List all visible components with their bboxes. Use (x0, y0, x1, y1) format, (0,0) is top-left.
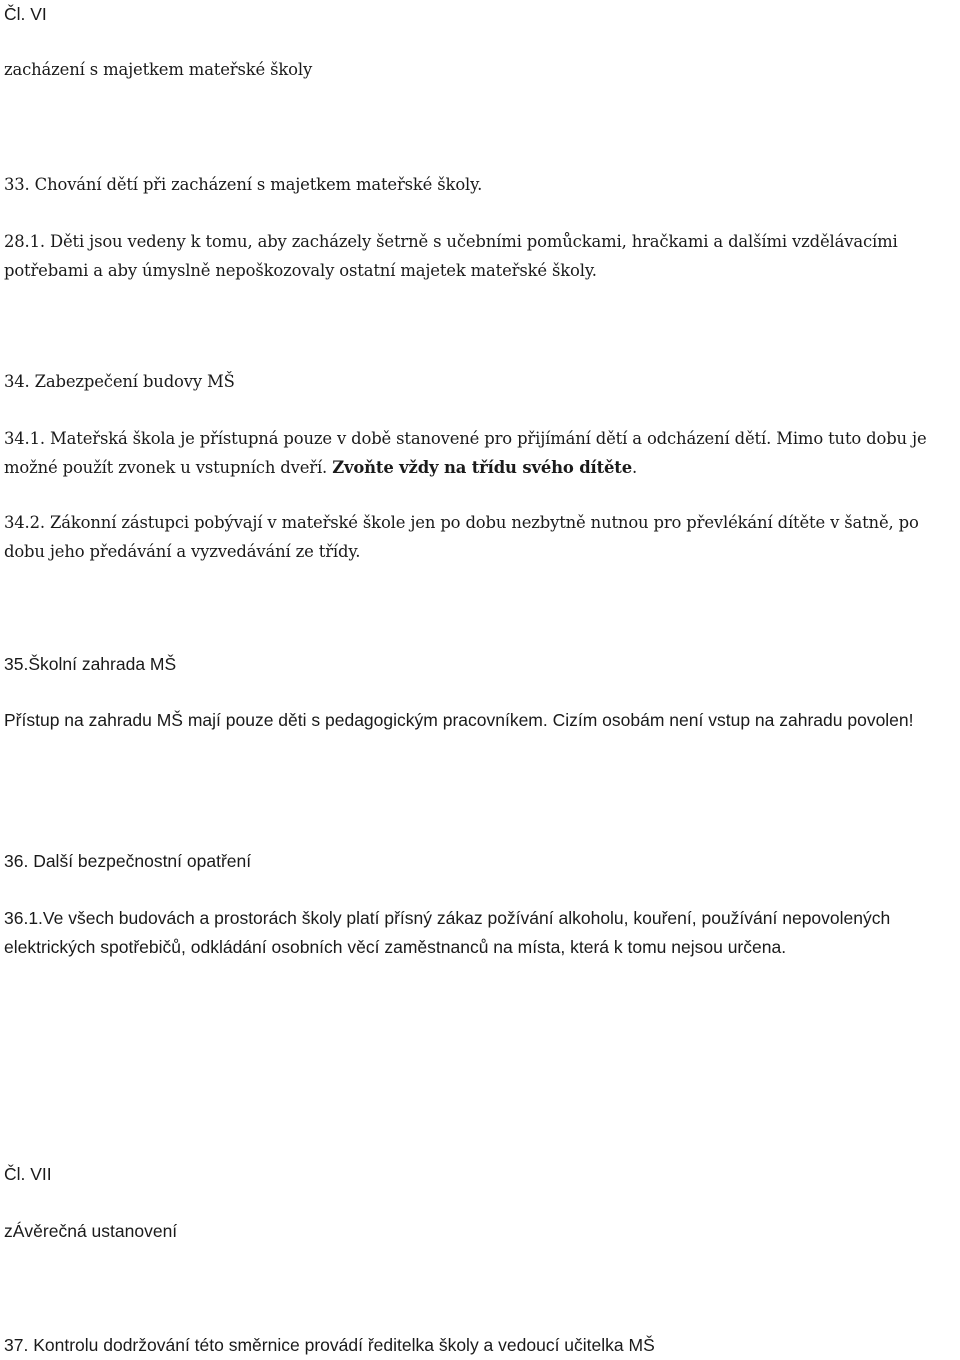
section-33-title: 33. Chování dětí při zacházení s majetkem mateřské školy. (4, 175, 483, 194)
property-heading: zacházení s majetkem mateřské školy (4, 60, 313, 79)
paragraph-36-1: 36.1.Ve všech budovách a prostorách školy platí přísný zákaz požívání alkoholu, kouření, používání nepovolených elektrických spotřebičů, odkládání osobních věcí zaměstnanců na místa, která k tomu nejsou určena. (4, 908, 891, 957)
section-34-title: 34. Zabezpečení budovy MŠ (4, 372, 235, 391)
paragraph-28-1: 28.1. Děti jsou vedeny k tomu, aby zacházely šetrně s učebními pomůckami, hračkami a dalšími vzdělávacími potřebami a aby úmyslně nepoškozovaly ostatní majetek mateřské školy. (4, 232, 898, 280)
paragraph-34-2: 34.2. Zákonní zástupci pobývají v mateřské škole jen po dobu nezbytně nutnou pro převlékání dítěte v šatně, po dobu jeho předávání a vyzvedávání ze třídy. (4, 513, 919, 561)
paragraph-35: Přístup na zahradu MŠ mají pouze děti s pedagogickým pracovníkem. Cizím osobám není vstup na zahradu povolen! (4, 710, 914, 730)
section-35-title: 35.Školní zahrada MŠ (4, 654, 177, 674)
paragraph-34-1-end: . (632, 458, 638, 477)
section-37: 37. Kontrolu dodržování této směrnice provádí ředitelka školy a vedoucí učitelka MŠ (4, 1335, 655, 1355)
paragraph-34-1 (4, 424, 956, 482)
article-vii-heading: Čl. VII (4, 1164, 52, 1184)
section-36-title: 36. Další bezpečnostní opatření (4, 851, 252, 871)
final-provisions-heading: zÁvěrečná ustanovení (4, 1221, 178, 1241)
paragraph-34-1-emphasis: Zvoňte vždy na třídu svého dítěte (332, 458, 632, 477)
paragraph-34-1-text: 34.1. Mateřská škola je přístupná pouze v době stanovené pro přijímání dětí a odcházení dětí. Mimo tuto dobu je možné použít zvonek u vstupních dveří. (4, 429, 927, 477)
article-vi-heading: Čl. VI (4, 4, 47, 24)
